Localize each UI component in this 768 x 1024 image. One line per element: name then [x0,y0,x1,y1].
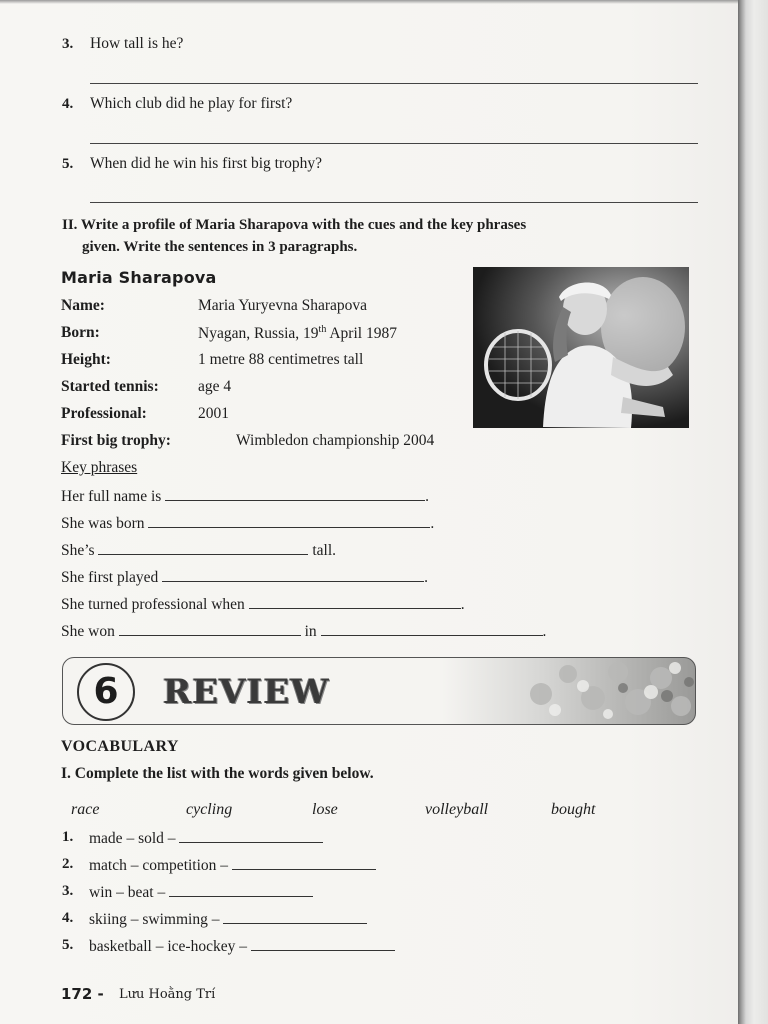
vocab-item-4 [89,909,367,929]
vocab-item-5-number: 5. [62,937,74,953]
word-bank-item: cycling [186,801,233,818]
key-phrase-first-played-text: She first played [61,569,159,586]
vocab-item-4-number: 4. [62,910,74,926]
vocab-item-2-text: match – competition – [89,857,229,874]
vocab-item-2-number: 2. [62,856,74,872]
first-played-blank[interactable] [162,567,424,582]
vocab-item-1-text: made – sold – [89,830,176,847]
vocab-item-1 [89,828,323,848]
tennis-player-illustration [473,267,689,428]
vocabulary-heading: VOCABULARY [61,738,179,755]
key-phrase-first-played [61,567,428,587]
section-2-heading [62,214,702,258]
turned-pro-blank[interactable] [249,594,461,609]
born-value-ordinal: th [318,324,327,335]
question-3-text: How tall is he? [90,35,184,52]
won-period: . [542,623,547,640]
section-2-heading-line2: given. Write the sentences in 3 paragraphs. [82,239,358,255]
vocabulary-instruction: I. Complete the list with the words given below. [61,765,374,782]
review-banner [62,657,696,725]
profile-title: Maria Sharapova [61,268,217,287]
word-bank-item: race [71,801,100,818]
word-bank-item: lose [312,801,338,818]
vocab-item-5-text: basketball – ice-hockey – [89,938,247,955]
question-4-answer-line [90,143,698,144]
born-value [198,324,397,343]
started-tennis-value: age 4 [198,378,232,395]
name-label: Name: [61,297,105,314]
height-label: Height: [61,351,111,368]
name-value: Maria Yuryevna Sharapova [198,297,368,314]
key-phrase-born-text: She was born [61,515,145,532]
born-value-date: April 1987 [326,325,397,343]
professional-value: 2001 [198,405,229,422]
born-period: . [430,515,435,532]
question-5-answer-line [90,202,698,203]
key-phrase-turned-pro-text: She turned professional when [61,596,245,613]
won-year-blank[interactable] [321,621,543,636]
vocab-item-1-blank[interactable] [179,828,323,843]
height-blank[interactable] [98,540,308,555]
tennis-player-photo [473,267,689,428]
page-top-shadow [0,0,738,4]
vocab-item-2-blank[interactable] [232,855,376,870]
question-4-text: Which club did he play for first? [90,95,293,112]
word-bank-item: volleyball [425,801,489,818]
key-phrase-full-name [61,486,429,506]
key-phrase-tall-text: tall. [312,542,337,559]
key-phrase-turned-pro [61,594,465,614]
page-number: 172 - [61,985,104,1003]
key-phrase-won [61,621,546,641]
question-4-number: 4. [62,96,74,112]
vocab-item-4-blank[interactable] [223,909,367,924]
key-phrases-heading: Key phrases [61,459,138,476]
question-5-text: When did he win his first big trophy? [90,155,323,172]
key-phrase-in-text: in [304,623,317,640]
born-value-main: Nyagan, Russia, 19 [198,325,319,343]
key-phrase-height [61,540,336,560]
review-unit-number: 6 [77,663,135,721]
section-2-heading-line1: II. Write a profile of Maria Sharapova with the cues and the key phrases [62,217,527,233]
word-bank-item: bought [551,801,596,818]
full-name-period: . [425,488,430,505]
author-name: Lưu Hoằng Trí [119,987,216,1002]
vocab-item-2 [89,855,376,875]
vocab-item-3 [89,882,313,902]
turned-pro-period: . [460,596,465,613]
vocab-item-3-number: 3. [62,883,74,899]
vocab-item-1-number: 1. [62,829,74,845]
question-3-answer-line [90,83,698,84]
key-phrase-born [61,513,434,533]
book-gutter-edge [738,0,768,1024]
vocab-item-5 [89,936,395,956]
first-trophy-value: Wimbledon championship 2004 [236,432,435,449]
review-title: REVIEW [163,672,330,712]
vocab-item-4-text: skiing – swimming – [89,911,220,928]
born-blank[interactable] [148,513,430,528]
question-3-number: 3. [62,36,74,52]
review-banner-decoration [63,658,695,724]
first-trophy-label: First big trophy: [61,432,171,449]
key-phrase-won-text: She won [61,623,115,640]
question-5-number: 5. [62,156,74,172]
won-blank[interactable] [119,621,301,636]
key-phrase-full-name-text: Her full name is [61,488,162,505]
vocab-item-3-blank[interactable] [169,882,313,897]
vocab-item-3-text: win – beat – [89,884,166,901]
first-played-period: . [424,569,429,586]
started-tennis-label: Started tennis: [61,378,159,395]
key-phrase-shes-text: She’s [61,542,95,559]
born-label: Born: [61,324,100,341]
vocab-item-5-blank[interactable] [251,936,395,951]
full-name-blank[interactable] [165,486,425,501]
professional-label: Professional: [61,405,147,422]
height-value: 1 metre 88 centimetres tall [198,351,364,368]
